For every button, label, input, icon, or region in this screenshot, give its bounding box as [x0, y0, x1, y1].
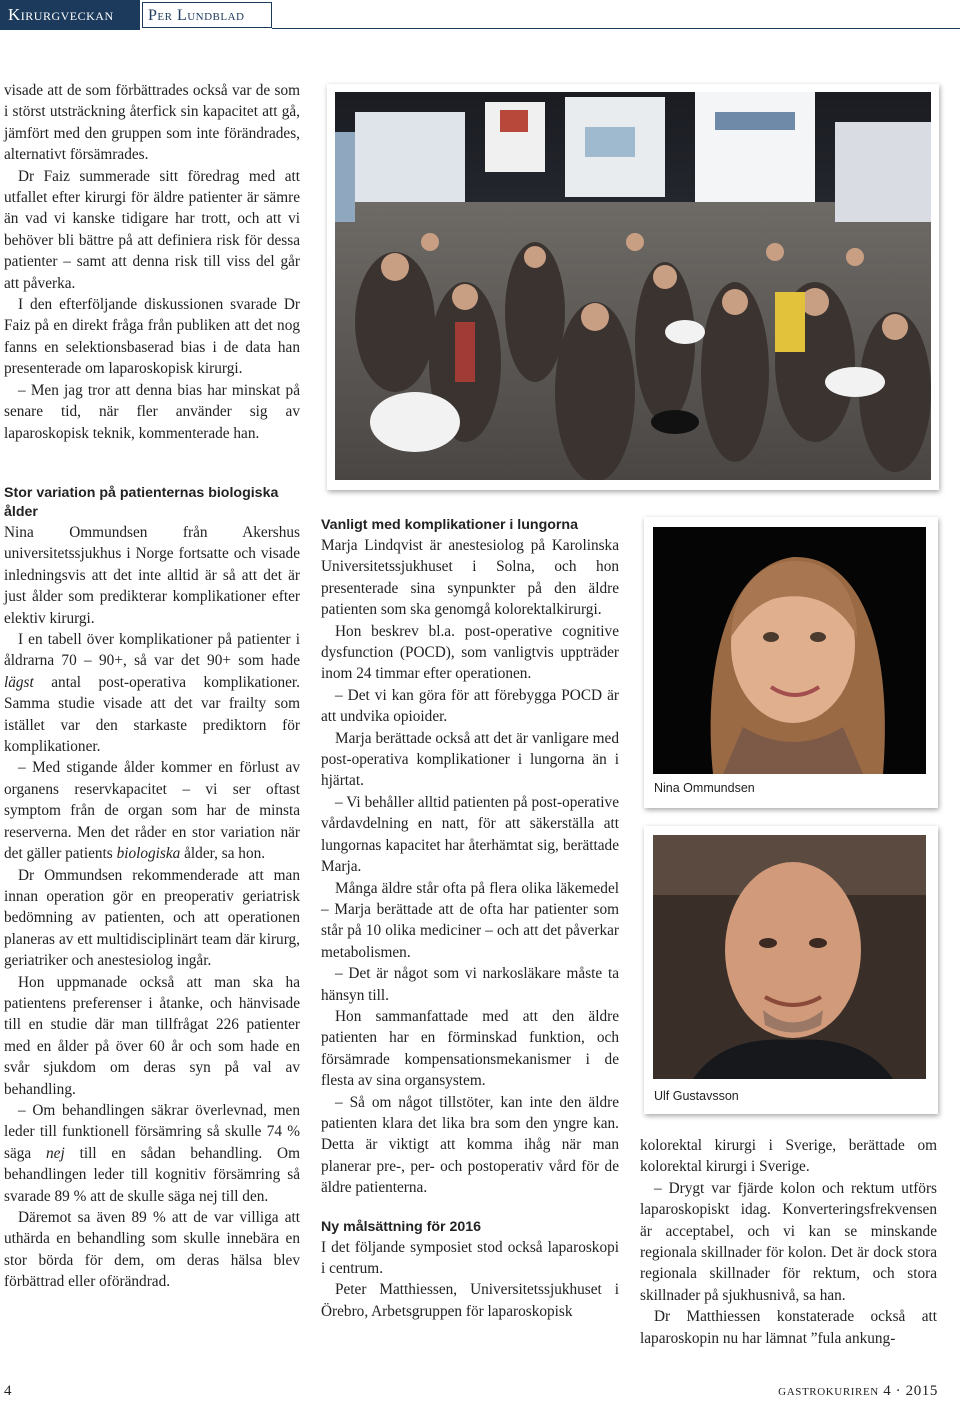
paragraph: Dr Faiz summerade sitt föredrag med att utfallet efter kirurgi för äldre patienter är sämre än vad vi kanske tidigare har trott, och att vi behöver bli bättre på att definiera risk för dessa patienter – samt att denna risk till viss del går att påverka. [4, 167, 300, 292]
portrait-image [653, 527, 926, 774]
paragraph: Hon sammanfattade med att den äldre patienten har en förminskad funktion, och försämrade kompensationsmekanismer i de flesta av sina organsystem. [321, 1007, 619, 1090]
paragraph: Däremot sa även 89 % att de var villiga att uthärda en behandling som skulle innebära en stor börda för dem, om deras hälsa blev förbättrad eller oförändrad. [4, 1209, 300, 1291]
section-heading: Stor variation på patienternas biologiska ålder [4, 485, 279, 520]
paragraph: – Det vi kan göra för att förebygga POCD är att undvika opioider. [321, 686, 619, 726]
paragraph: – Med stigande ålder kommer en förlust av organens reservkapacitet – vi ser oftast symptom från de organ som har de minsta reserverna. Men det råder en stor variation när det gäller patients biologiska ålder, sa hon. [4, 759, 300, 863]
portrait-image [653, 835, 926, 1079]
section-label: Kirurgveckan [0, 0, 140, 30]
paragraph: – Så om något tillstöter, kan inte den äldre patienten klara det lika bra som den yngre kan. Detta är viktigt att komma ihåg när man planerar pre-, per- och postoperativ vård för de äldre patienterna. [321, 1093, 619, 1197]
paragraph: Nina Ommundsen från Akershus universitetssjukhus i Norge fortsatte och visade inledningsvis att det inte alltid är så att det är just ålder som predikterar komplikationer efter elektiv kirurgi. [4, 524, 300, 627]
column-2 [321, 516, 619, 1322]
paragraph: visade att de som förbättrades också var de som i störst utsträckning återfick sin kapacitet att gå, jämfört med den gruppen som inte förändrades, alternativt försämrades. [4, 82, 300, 164]
paragraph: I den efterföljande diskussionen svarade Dr Faiz på en direkt fråga från publiken att det nog fanns en selektionsbaserad bias i de data han presenterade om laparoskopisk kirurgi. [4, 296, 300, 378]
portrait-nina [644, 517, 938, 808]
paragraph: – Drygt var fjärde kolon och rektum utförs laparoskopiskt idag. Konverteringsfrekvensen är acceptabel, och vi kan se minskande regionala skillnader för kolon. Det är dock stora regionala skillnader för rektum, och stora skillnader på sjukhusnivå, sa han. [640, 1179, 937, 1304]
paragraph: – Om behandlingen säkrar överlevnad, men leder till funktionell försämring så skulle 74 % säga nej till en sådan behandling. Om behandlingen leder till kognitiv försämring så svarade 89 % att de skulle säga nej till den. [4, 1101, 300, 1205]
portrait-ulf [644, 826, 938, 1114]
paragraph: kolorektal kirurgi i Sverige, berättade om kolorektal kirurgi i Sverige. [640, 1137, 937, 1176]
magazine-issue: gastrokuriren 4 · 2015 [778, 1383, 938, 1399]
paragraph: – Vi behåller alltid patienten på post-operative vårdavdelning en natt, för att säkerställa att lungornas kapacitet har återhämtat sig, berättade Marja. [321, 793, 619, 876]
photo-caption: Ulf Gustavsson [654, 1089, 739, 1103]
header-rule [272, 28, 960, 29]
paragraph: Peter Matthiessen, Universitetssjukhuset i Örebro, Arbetsgruppen för laparoskopisk [321, 1281, 619, 1320]
section-heading: Ny målsättning för 2016 [321, 1218, 482, 1235]
page-header [0, 0, 960, 30]
paragraph: – Det är något som vi narkosläkare måste ta hänsyn till. [321, 965, 619, 1004]
paragraph: Många äldre står ofta på flera olika läkemedel – Marja berättade att de ofta har patienter som står på 10 olika mediciner – och att det påverkar metabolismen. [321, 879, 619, 961]
paragraph: Marja berättade också att det är vanligare med post-operativa komplikationer i lungorna än i hjärtat. [321, 729, 619, 790]
photo-caption: Nina Ommundsen [654, 781, 755, 795]
column-1-section [4, 484, 300, 1293]
paragraph: Hon uppmanade också att man ska ha patientens preferenser i åtanke, och hänvisade till en studie där man tillfrågat 226 patienter med en ålder på över 60 år och som hade en svår sjukdom om deras syn på val av behandling. [4, 973, 300, 1098]
conference-crowd-image [335, 92, 931, 480]
page-number: 4 [4, 1383, 12, 1399]
column-1-top [4, 80, 300, 444]
conference-photo [327, 84, 939, 490]
paragraph: I det följande symposiet stod också laparoskopi i centrum. [321, 1238, 619, 1277]
column-3 [640, 1135, 937, 1349]
paragraph: Dr Matthiessen konstaterade också att laparoskopin nu har lämnat ”fula ankung- [640, 1308, 937, 1347]
paragraph: I en tabell över komplikationer på patienter i åldrarna 70 – 90+, så var det 90+ som hade lägst antal post-operativa komplikationer. Samma studie visade att det var frailty som istället var den starkaste prediktorn för komplikationer. [4, 631, 300, 756]
section-heading: Vanligt med komplikationer i lungorna [321, 517, 578, 533]
paragraph: Hon beskrev bl.a. post-operative cognitive dysfunction (POCD), som vanligtvis uppträder inom 24 timmar efter operationen. [321, 622, 619, 683]
paragraph: Dr Ommundsen rekommenderade att man innan operation gör en preoperativ geriatrisk bedömning av patienten, och att operationen planeras av ett multidisciplinärt team där kirurg, geriatriker och anestesiolog ingår. [4, 866, 300, 970]
paragraph: – Men jag tror att denna bias har minskat på senare tid, när fler använder sig av laparoskopisk teknik, kommenterade han. [4, 381, 300, 442]
paragraph: Marja Lindqvist är anestesiolog på Karolinska Universitetssjukhuset i Solna, och hon presenterade sina synpunkter på den äldre patienten som ska genomgå kolorektalkirurgi. [321, 537, 619, 619]
author-label: Per Lundblad [142, 2, 272, 28]
